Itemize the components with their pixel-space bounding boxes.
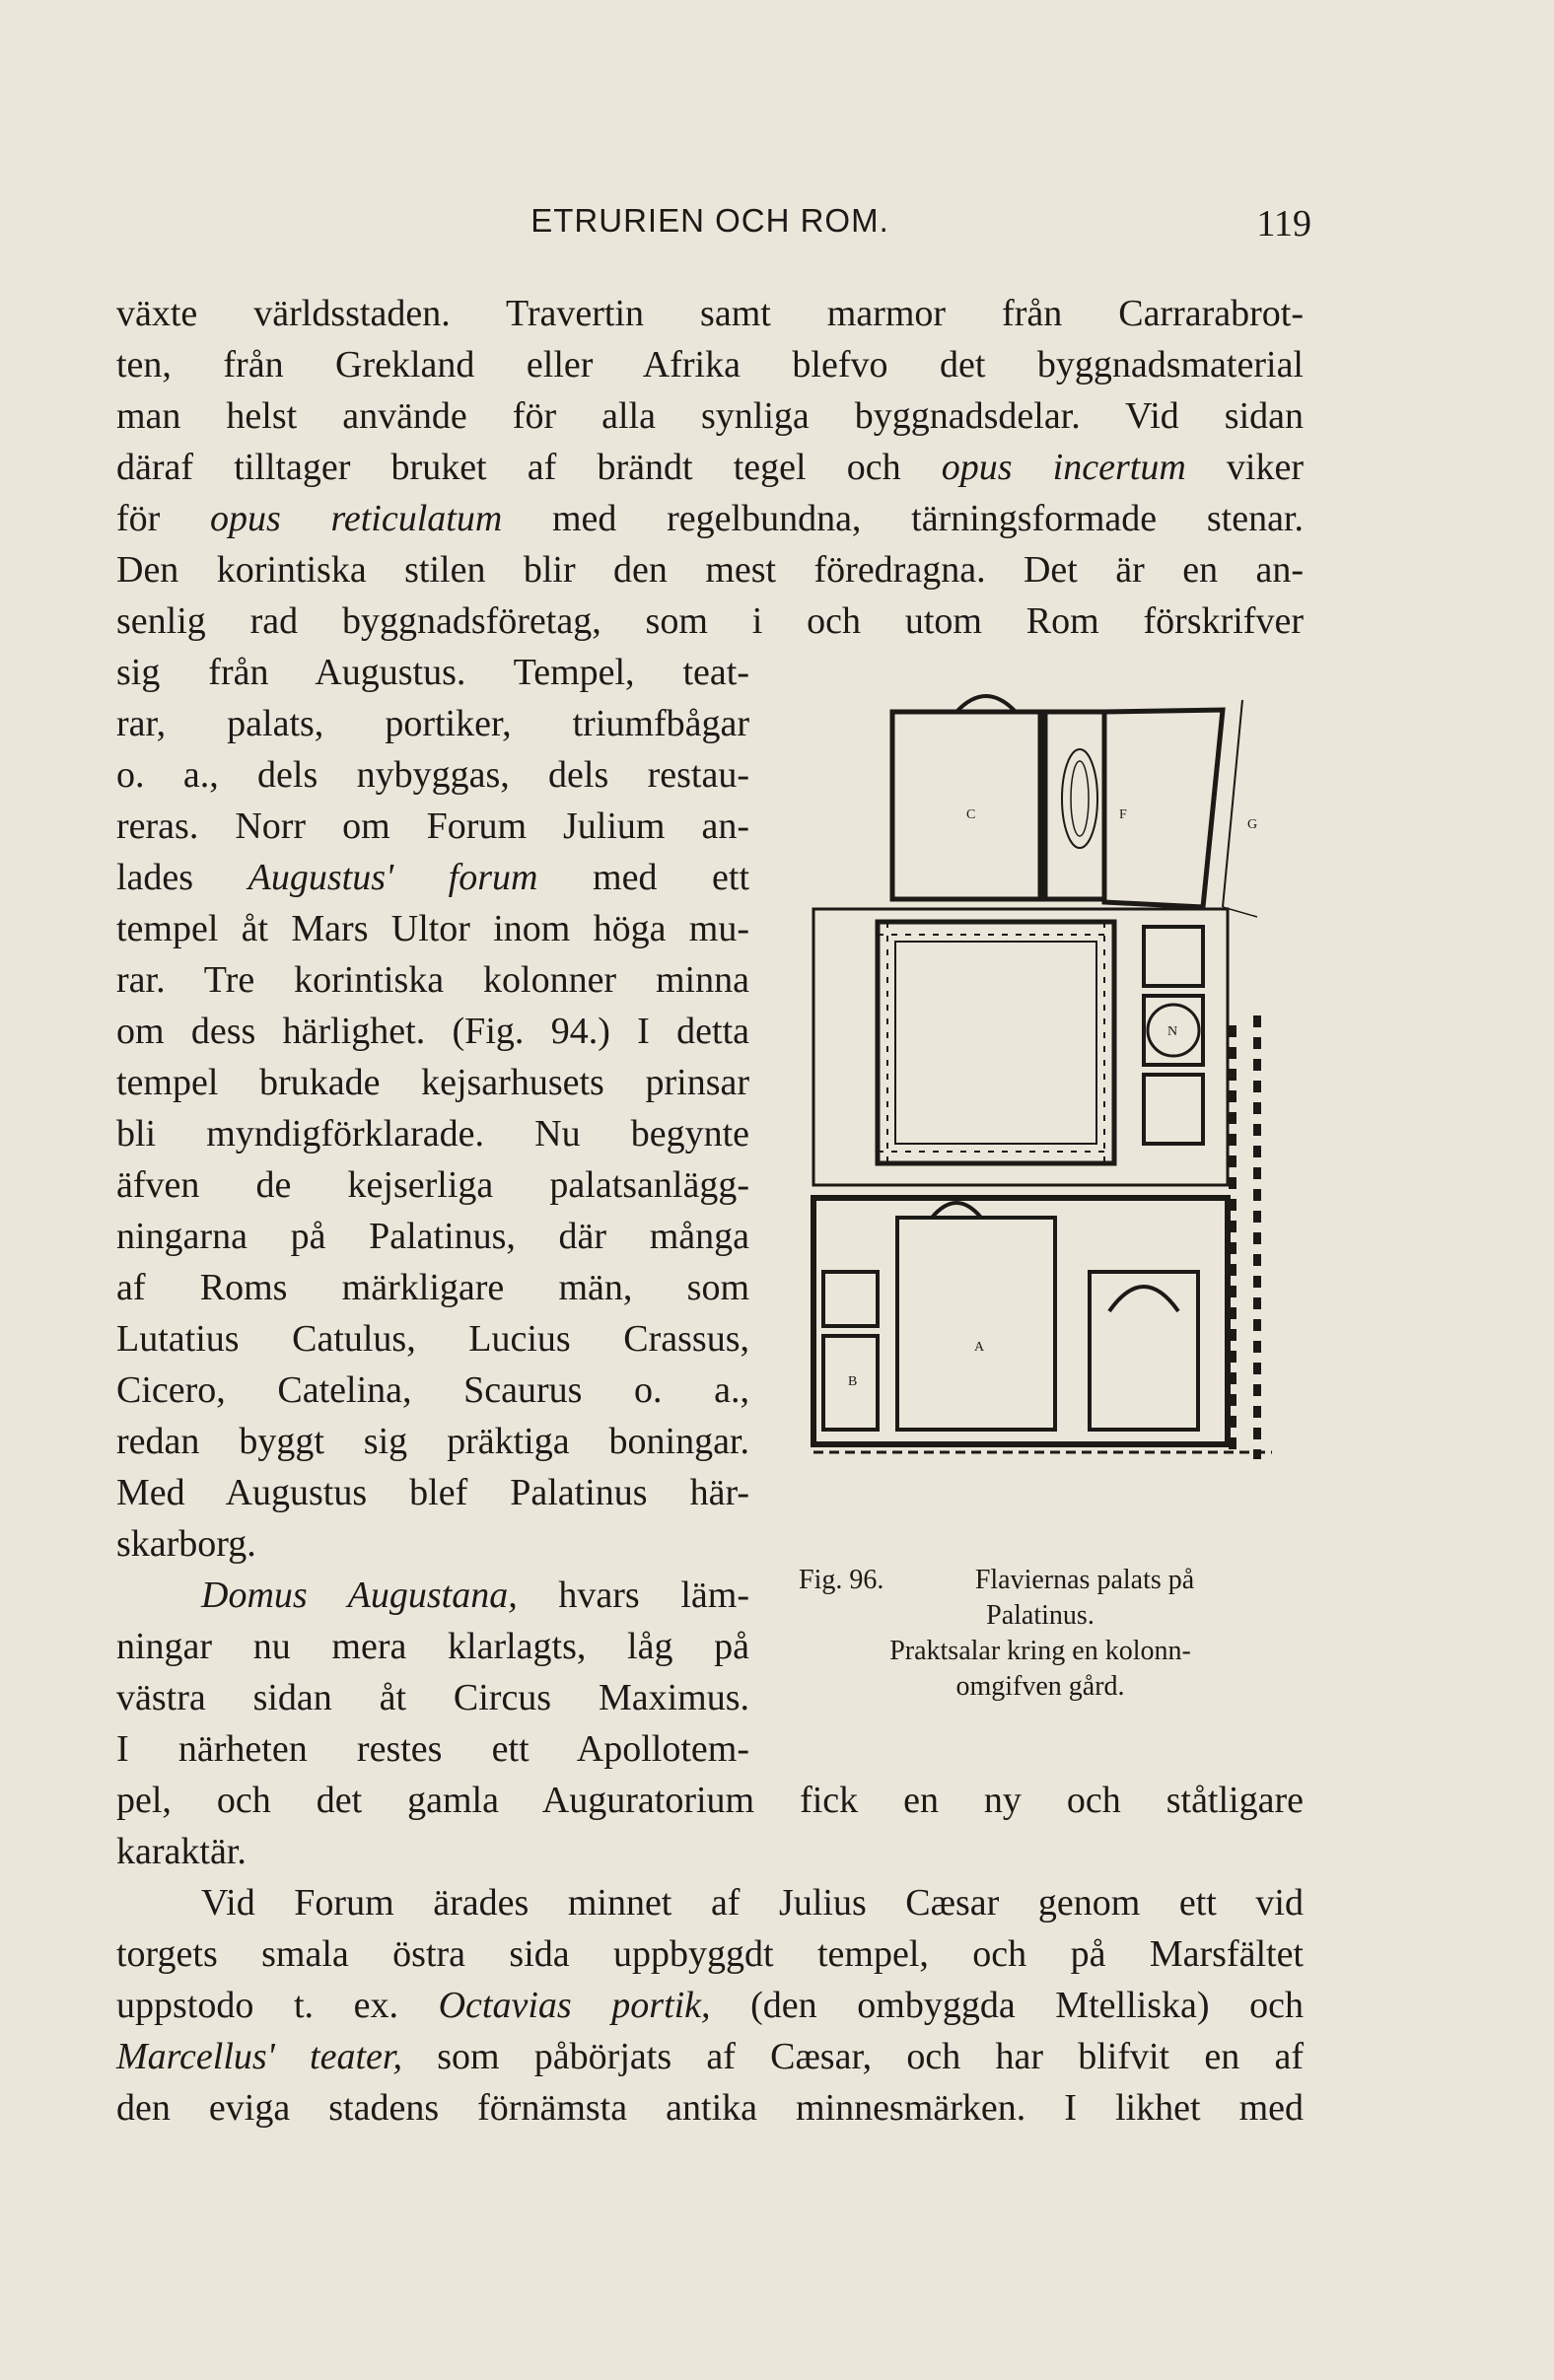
text-line: uppstodo t. ex. Octavias portik, (den ombyggda Mtelliska) och — [116, 1985, 1304, 2026]
text-line: Med Augustus blef Palatinus här- — [116, 1472, 749, 1513]
text-line: ningar nu mera klarlagts, låg på — [116, 1626, 749, 1667]
text-line: Domus Augustana, hvars läm- — [201, 1575, 749, 1616]
text-line: senlig rad byggnadsföretag, som i och utom Rom förskrifver — [116, 600, 1304, 642]
plan-apse — [1109, 1287, 1178, 1311]
page-header — [108, 202, 1311, 261]
text-line: tempel brukade kejsarhusets prinsar — [116, 1062, 749, 1103]
plan-label: G — [1247, 817, 1258, 832]
text-line: den eviga stadens förnämsta antika minnesmärken. I likhet med — [116, 2087, 1304, 2129]
caption-line: Flaviernas palats på — [974, 1565, 1195, 1595]
text-line: om dess härlighet. (Fig. 94.) I detta — [116, 1011, 749, 1052]
text-line: Cicero, Catelina, Scaurus o. a., — [116, 1369, 749, 1411]
floor-plan-figure — [809, 680, 1272, 1518]
text-line: reras. Norr om Forum Julium an- — [116, 805, 749, 847]
italic-term: Domus Augustana, — [201, 1575, 518, 1616]
text-line: växte världsstaden. Travertin samt marmor från Carrarabrot- — [116, 293, 1304, 334]
text-line: I närheten restes ett Apollotem- — [116, 1728, 749, 1770]
figure-caption — [799, 1563, 1282, 1705]
text-line: af Roms märkligare män, som — [116, 1267, 749, 1308]
text-line: skarborg. — [116, 1523, 256, 1565]
plan-room — [1144, 1075, 1203, 1144]
plan-room — [1144, 927, 1203, 986]
text-line: Lutatius Catulus, Lucius Crassus, — [116, 1318, 749, 1360]
italic-term: Octavias portik, — [438, 1985, 711, 2026]
text-line: rar. Tre korintiska kolonner minna — [116, 959, 749, 1001]
text-line: äfven de kejserliga palatsanlägg- — [116, 1164, 749, 1206]
plan-room — [823, 1272, 878, 1326]
caption-line: Praktsalar kring en kolonn- — [889, 1636, 1191, 1666]
text-line: pel, och det gamla Auguratorium fick en ny och ståtligare — [116, 1780, 1304, 1821]
plan-wall — [1223, 700, 1242, 907]
plan-room — [1090, 1272, 1198, 1430]
text-line: o. a., dels nybyggas, dels restau- — [116, 754, 749, 796]
text-line: Den korintiska stilen blir den mest föredragna. Det är en an- — [116, 549, 1304, 591]
plan-room — [1045, 712, 1104, 899]
text-line: ningarna på Palatinus, där många — [116, 1216, 749, 1257]
plan-label: N — [1167, 1024, 1178, 1039]
text-line: Vid Forum ärades minnet af Julius Cæsar genom ett vid — [201, 1882, 1304, 1924]
italic-term: Marcellus' teater, — [116, 2036, 402, 2077]
plan-label: B — [848, 1374, 858, 1389]
page-number: 119 — [1256, 203, 1311, 245]
running-head: ETRURIEN OCH ROM. — [530, 202, 889, 239]
text-line: man helst använde för alla synliga byggnadsdelar. Vid sidan — [116, 395, 1304, 437]
text-line: redan byggt sig präktiga boningar. — [116, 1421, 749, 1462]
italic-term: opus incertum — [941, 447, 1186, 488]
italic-term: Augustus' forum — [247, 857, 538, 898]
figure-number: Fig. 96. — [799, 1565, 884, 1595]
text-line: bli myndigförklarade. Nu begynte — [116, 1113, 749, 1155]
plan-peristyle — [878, 922, 1114, 1163]
text-line: Marcellus' teater, som påbörjats af Cæsar, och har blifvit en af — [116, 2036, 1304, 2077]
text-line: västra sidan åt Circus Maximus. — [116, 1677, 749, 1718]
plan-oval-fountain — [1062, 749, 1097, 848]
italic-term: opus reticulatum — [210, 498, 503, 539]
plan-label: A — [974, 1340, 985, 1355]
text-line: sig från Augustus. Tempel, teat- — [116, 652, 749, 693]
text-line: ten, från Grekland eller Afrika blefvo det byggnadsmaterial — [116, 344, 1304, 385]
text-line: torgets smala östra sida uppbyggdt tempel, och på Marsfältet — [116, 1933, 1304, 1975]
plan-courtyard — [895, 942, 1096, 1144]
plan-room — [892, 712, 1040, 899]
text-line: för opus reticulatum med regelbundna, tärningsformade stenar. — [116, 498, 1304, 539]
plan-oval-fountain — [1071, 761, 1089, 836]
text-line: lades Augustus' forum med ett — [116, 857, 749, 898]
plan-label: F — [1119, 807, 1127, 822]
caption-line: Palatinus. — [986, 1600, 1095, 1631]
text-line: tempel åt Mars Ultor inom höga mu- — [116, 908, 749, 949]
plan-hall — [897, 1218, 1055, 1430]
caption-line: omgifven gård. — [955, 1671, 1125, 1702]
text-line: rar, palats, portiker, triumfbågar — [116, 703, 749, 744]
text-line: däraf tilltager bruket af brändt tegel och opus incertum viker — [116, 447, 1305, 488]
text-line: karaktär. — [116, 1831, 247, 1872]
plan-apse — [932, 1203, 981, 1218]
plan-label: C — [966, 807, 976, 822]
floor-plan-drawing — [809, 680, 1272, 1518]
